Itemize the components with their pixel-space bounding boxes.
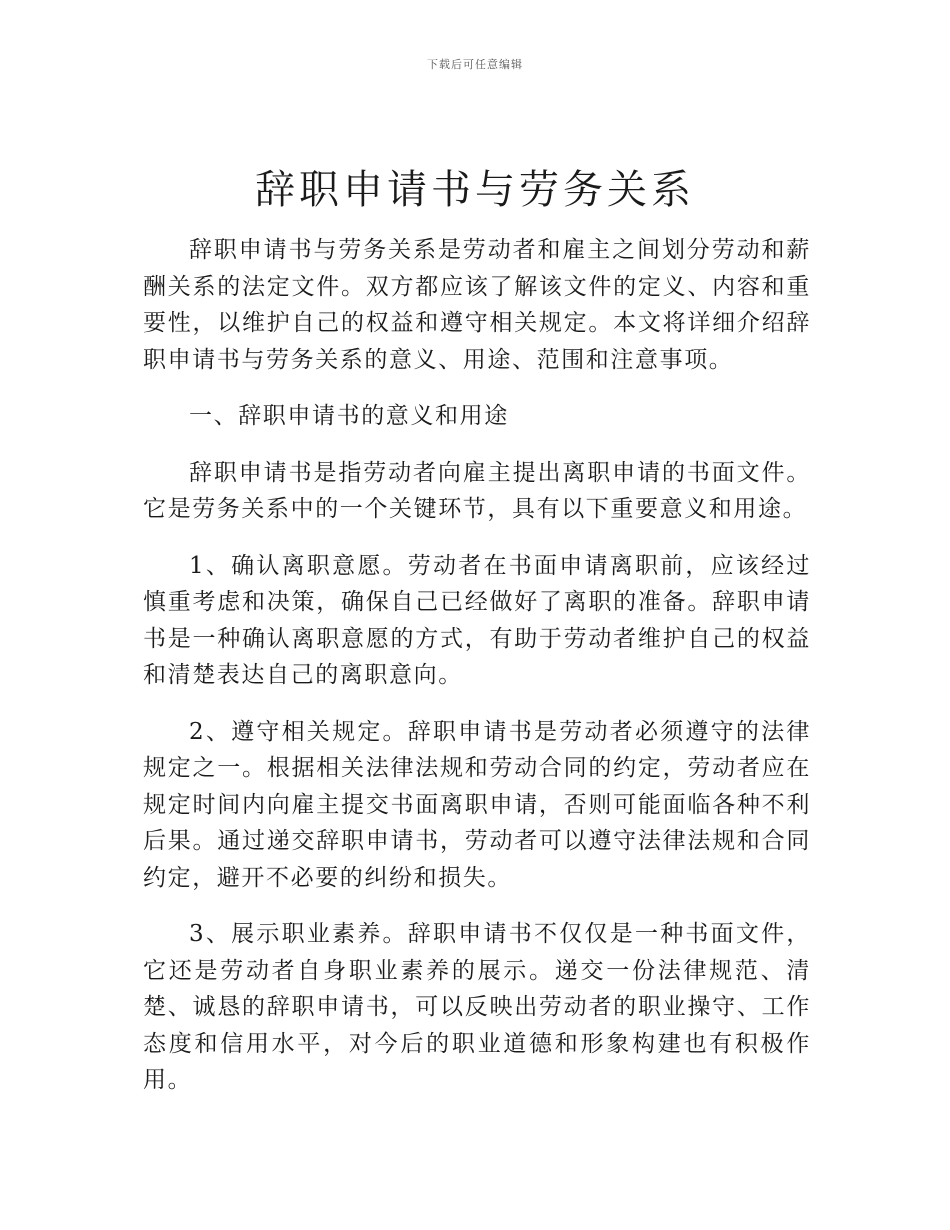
point-2-paragraph: 2、遵守相关规定。辞职申请书是劳动者必须遵守的法律规定之一。根据相关法律法规和劳动合同的约定，劳动者应在规定时间内向雇主提交书面离职申请，否则可能面临各种不利后果。通过递交辞职申请书，劳动者可以遵守法律法规和合同约定，避开不必要的纠纷和损失。 (143, 718, 811, 891)
intro-paragraph: 辞职申请书与劳务关系是劳动者和雇主之间划分劳动和薪酬关系的法定文件。双方都应该了解该文件的定义、内容和重要性，以维护自己的权益和遵守相关规定。本文将详细介绍辞职申请书与劳务关系的意义、用途、范围和注意事项。 (143, 237, 811, 373)
document-body (143, 232, 811, 1119)
section-heading: 一、辞职申请书的意义和用途 (189, 403, 509, 429)
header-note: 下载后可任意编辑 (427, 58, 523, 71)
section-intro-paragraph: 辞职申请书是指劳动者向雇主提出离职申请的书面文件。它是劳务关系中的一个关键环节，具有以下重要意义和用途。 (143, 459, 811, 522)
point-1-paragraph: 1、确认离职意愿。劳动者在书面申请离职前，应该经过慎重考虑和决策，确保自己已经做好了离职的准备。辞职申请书是一种确认离职意愿的方式，有助于劳动者维护自己的权益和清楚表达自己的离职意向。 (143, 552, 811, 688)
point-3-paragraph: 3、展示职业素养。辞职申请书不仅仅是一种书面文件，它还是劳动者自身职业素养的展示。递交一份法律规范、清楚、诚恳的辞职申请书，可以反映出劳动者的职业操守、工作态度和信用水平，对今后的职业道德和形象构建也有积极作用。 (143, 921, 811, 1093)
document-title: 辞职申请书与劳务关系 (255, 167, 695, 213)
